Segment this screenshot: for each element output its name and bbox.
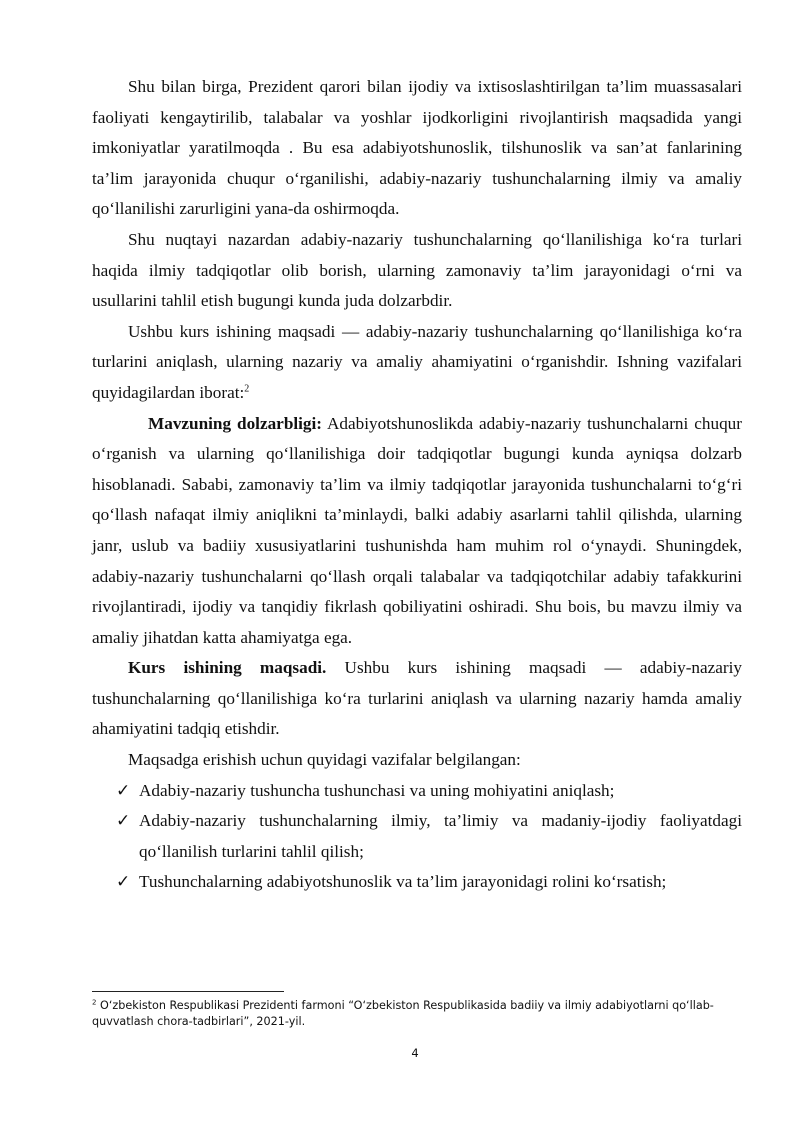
body-text <box>92 72 742 898</box>
paragraph-topicality <box>92 409 742 654</box>
task-text: Adabiy-nazariy tushuncha tushunchasi va uning mohiyatini aniqlash; <box>139 780 615 800</box>
checkmark-icon: ✓ <box>116 780 131 801</box>
page-number: 4 <box>411 1046 419 1060</box>
footnote-text: O‘zbekiston Respublikasi Prezidenti farmoni “O‘zbekiston Respublikasida badiiy va ilmiy adabiyotlarni qo‘llab-quvvatlash chora-tadbirlari”, 2021-yil. <box>92 999 714 1028</box>
course-goal-heading: Kurs ishining maqsadi. <box>128 658 327 678</box>
footnote-reference[interactable]: 2 <box>244 383 250 395</box>
checkmark-icon: ✓ <box>116 811 131 832</box>
checkmark-icon: ✓ <box>116 872 131 893</box>
paragraph-purpose-text: Ushbu kurs ishining maqsadi — adabiy-nazariy tushunchalarning qo‘llanilishiga ko‘ra turlarini aniqlash, ularning nazariy va amaliy ahamiyatini o‘rganishdir. Ishning vazifalari quyidagilardan iborat: <box>92 321 742 402</box>
paragraph-course-goal <box>92 653 742 745</box>
task-text: Adabiy-nazariy tushunchalarning ilmiy, ta’limiy va madaniy-ijodiy faoliyatdagi qo‘llanilish turlarini tahlil qilish; <box>139 811 742 861</box>
task-text: Tushunchalarning adabiyotshunoslik va ta’lim jarayonidagi rolini ko‘rsatish; <box>139 872 667 892</box>
footnote <box>92 998 742 1030</box>
paragraph-purpose-summary <box>92 317 742 409</box>
list-item <box>92 776 742 807</box>
list-item <box>92 806 742 867</box>
paragraph-tasks-intro: Maqsadga erishish uchun quyidagi vazifalar belgilangan: <box>128 750 521 770</box>
paragraph-relevance-note: Shu nuqtayi nazardan adabiy-nazariy tushunchalarning qo‘llanilishiga ko‘ra turlari haqida ilmiy tadqiqotlar olib borish, ularning zamonaviy ta’lim jarayonidagi o‘rni va usullarini tahlil etish bugungi kunda juda dolzarbdir. <box>92 229 742 311</box>
course-goal-text: Ushbu kurs ishining maqsadi — adabiy-nazariy tushunchalarning qo‘llanilishiga ko‘ra turlarini aniqlash va ularning nazariy hamda amaliy ahamiyatini tadqiq etishdir. <box>92 658 742 739</box>
topicality-text: Adabiyotshunoslikda adabiy-nazariy tushunchalarni chuqur o‘rganish va ularning qo‘llanilishiga doir tadqiqotlar bugungi kunda ayniqsa dolzarb hisoblanadi. Sababi, zamonaviy ta’lim va ilmiy tadqiqotlar jarayonida tushunchalarni to‘g‘ri qo‘llash nafaqat ilmiy aniqlikni ta’minlaydi, balki adabiy asarlarni tahlil qilishda, ularning janr, uslub va badiiy xususiyatlarini tushunishda ham muhim rol o‘ynaydi. Shuningdek, adabiy-nazariy tushunchalarni qo‘llash orqali talabalar va tadqiqotchilar adabiy tafakkurini rivojlantiradi, ijodiy va tanqidiy fikrlash qobiliyatini oshiradi. Shu bois, bu mavzu ilmiy va amaliy jihatdan katta ahamiyatga ega. <box>92 413 742 647</box>
footnote-number: 2 <box>92 998 97 1007</box>
list-item <box>92 867 742 898</box>
footnote-divider <box>92 991 284 992</box>
topicality-heading: Mavzuning dolzarbligi: <box>148 413 323 433</box>
paragraph-intro: Shu bilan birga, Prezident qarori bilan ijodiy va ixtisoslashtirilgan ta’lim muassasalari faoliyati kengaytirilib, talabalar va yoshlar ijodkorligini rivojlantirish maqsadida yangi imkoniyatlar yaratilmoqda . Bu esa adabiyotshunoslik, tilshunoslik va san’at fanlarining ta’lim jarayonida chuqur o‘rganilishi, adabiy-nazariy tushunchalarning ilmiy va amaliy qo‘llanilishi zarurligini yana-da oshirmoqda. <box>92 77 742 219</box>
tasks-list <box>92 776 742 898</box>
